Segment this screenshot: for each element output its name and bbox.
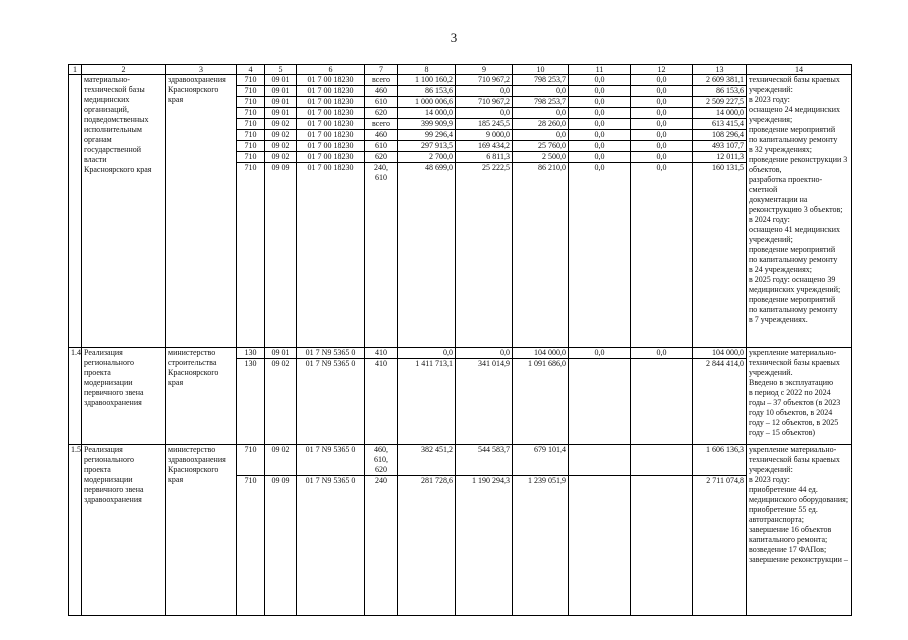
value-cell: 0,0 [456, 348, 513, 359]
value-cell: 382 451,2 [398, 445, 456, 476]
value-cell: 613 415,4 [693, 119, 747, 130]
value-cell: 01 7 N9 5365 0 [297, 445, 365, 476]
value-cell: 09 02 [265, 152, 297, 163]
header-cell: 5 [265, 65, 297, 75]
value-cell: 460 [365, 86, 398, 97]
value-cell [569, 445, 631, 476]
value-cell: 2 844 414,0 [693, 359, 747, 445]
value-cell: 710 [237, 445, 265, 476]
value-cell: 28 260,0 [513, 119, 569, 130]
value-cell: 0,0 [569, 152, 631, 163]
header-cell: 3 [166, 65, 237, 75]
value-cell: 1 100 160,2 [398, 75, 456, 86]
value-cell: 01 7 00 18230 [297, 152, 365, 163]
value-cell: 710 [237, 119, 265, 130]
value-cell: 12 011,3 [693, 152, 747, 163]
value-cell: 0,0 [631, 108, 693, 119]
value-cell: 620 [365, 152, 398, 163]
value-cell: 09 02 [265, 141, 297, 152]
value-cell: 86 153,6 [398, 86, 456, 97]
value-cell: 01 7 00 18230 [297, 119, 365, 130]
value-cell: 25 760,0 [513, 141, 569, 152]
value-cell: 01 7 00 18230 [297, 130, 365, 141]
value-cell: 610 [365, 97, 398, 108]
value-cell: 01 7 00 18230 [297, 97, 365, 108]
value-cell: всего [365, 119, 398, 130]
value-cell: 09 09 [265, 476, 297, 616]
value-cell: 86 210,0 [513, 163, 569, 348]
value-cell: 1 239 051,9 [513, 476, 569, 616]
value-cell: 710 [237, 141, 265, 152]
value-cell: 710 967,2 [456, 97, 513, 108]
ministry-cell: министерство строительства Красноярского края [166, 348, 237, 445]
value-cell: 0,0 [513, 86, 569, 97]
result-description-cell: укрепление материально- технической базы краевых учреждений: в 2023 году: приобретение 44 ед. медицинского оборудования; приобретение 55 ед. автотранспорта; завершение 16 объектов капитального ремонта; возведение 17 ФАПов; завершение реконструкции – [747, 445, 852, 616]
header-cell: 13 [693, 65, 747, 75]
value-cell: 09 02 [265, 445, 297, 476]
result-description-cell: укрепление материально- технической базы краевых учреждений. Введено в эксплуатацию в период с 2022 по 2024 годы – 37 объектов (в 2023 году 10 объектов, в 2024 году – 12 объектов, в 2025 году – 15 объектов) [747, 348, 852, 445]
header-cell: 6 [297, 65, 365, 75]
value-cell: 240, 610 [365, 163, 398, 348]
value-cell: 09 09 [265, 163, 297, 348]
value-cell [631, 445, 693, 476]
value-cell: 297 913,5 [398, 141, 456, 152]
value-cell: 0,0 [569, 108, 631, 119]
value-cell [569, 476, 631, 616]
value-cell: 710 [237, 75, 265, 86]
value-cell: 544 583,7 [456, 445, 513, 476]
value-cell: 240 [365, 476, 398, 616]
table-row [69, 348, 852, 359]
row-number [69, 75, 82, 348]
value-cell: 104 000,0 [513, 348, 569, 359]
value-cell: 0,0 [631, 141, 693, 152]
value-cell: 710 [237, 476, 265, 616]
header-cell: 7 [365, 65, 398, 75]
header-cell: 14 [747, 65, 852, 75]
value-cell: 01 7 00 18230 [297, 75, 365, 86]
value-cell: 169 434,2 [456, 141, 513, 152]
value-cell: 410 [365, 359, 398, 445]
value-cell: 460 [365, 130, 398, 141]
value-cell: 0,0 [513, 108, 569, 119]
value-cell: 0,0 [569, 163, 631, 348]
measure-name-cell: материально- технической базы медицинских организаций, подведомственных исполнительным органам государственной власти Красноярского края [82, 75, 166, 348]
value-cell [631, 476, 693, 616]
value-cell: 9 000,0 [456, 130, 513, 141]
header-cell: 1 [69, 65, 82, 75]
page-number: 3 [450, 30, 458, 45]
value-cell: 710 [237, 97, 265, 108]
value-cell: 2 609 381,1 [693, 75, 747, 86]
value-cell: 0,0 [631, 152, 693, 163]
header-row [69, 65, 852, 75]
value-cell: 399 909,9 [398, 119, 456, 130]
value-cell: 710 967,2 [456, 75, 513, 86]
value-cell: 130 [237, 359, 265, 445]
value-cell: 09 02 [265, 359, 297, 445]
value-cell: 341 014,9 [456, 359, 513, 445]
value-cell: 0,0 [631, 130, 693, 141]
value-cell: 0,0 [456, 86, 513, 97]
value-cell: 01 7 00 18230 [297, 163, 365, 348]
table-row [69, 445, 852, 476]
header-cell: 12 [631, 65, 693, 75]
header-cell: 2 [82, 65, 166, 75]
value-cell: 0,0 [513, 130, 569, 141]
value-cell: 1 411 713,1 [398, 359, 456, 445]
value-cell: 610 [365, 141, 398, 152]
value-cell: 710 [237, 108, 265, 119]
value-cell: 710 [237, 152, 265, 163]
value-cell: 160 131,5 [693, 163, 747, 348]
value-cell: 0,0 [569, 75, 631, 86]
value-cell: 0,0 [569, 86, 631, 97]
table-body [69, 65, 852, 616]
value-cell: 48 699,0 [398, 163, 456, 348]
result-description-cell: технической базы краевых учреждений: в 2023 году: оснащено 24 медицинских учреждения; проведение мероприятий по капитальному ремонту в 32 учреждениях; проведение реконструкции 3 объектов, разработка проектно-сметной документации на реконструкцию 3 объектов; в 2024 году: оснащено 41 медицинских учреждений; проведение мероприятий по капитальному ремонту в 24 учреждениях; в 2025 году: оснащено 39 медицинских учреждений; проведение мероприятий по капитальному ремонту в 7 учреждениях. [747, 75, 852, 348]
value-cell [631, 359, 693, 445]
value-cell: 460, 610, 620 [365, 445, 398, 476]
value-cell: 1 000 006,6 [398, 97, 456, 108]
value-cell: 0,0 [456, 108, 513, 119]
value-cell: 01 7 N9 5365 0 [297, 359, 365, 445]
value-cell: 01 7 00 18230 [297, 108, 365, 119]
value-cell: 0,0 [569, 130, 631, 141]
value-cell: 0,0 [569, 348, 631, 359]
value-cell: 710 [237, 130, 265, 141]
header-cell: 11 [569, 65, 631, 75]
ministry-cell: здравоохранения Красноярского края [166, 75, 237, 348]
value-cell: всего [365, 75, 398, 86]
measure-name-cell: Реализация регионального проекта модернизации первичного звена здравоохранения [82, 445, 166, 616]
value-cell: 01 7 00 18230 [297, 86, 365, 97]
value-cell: 1 606 136,3 [693, 445, 747, 476]
value-cell: 25 222,5 [456, 163, 513, 348]
value-cell [569, 359, 631, 445]
measure-name-cell: Реализация регионального проекта модернизации первичного звена здравоохранения [82, 348, 166, 445]
header-cell: 10 [513, 65, 569, 75]
value-cell: 86 153,6 [693, 86, 747, 97]
value-cell: 410 [365, 348, 398, 359]
value-cell: 0,0 [398, 348, 456, 359]
value-cell: 104 000,0 [693, 348, 747, 359]
value-cell: 493 107,7 [693, 141, 747, 152]
value-cell: 2 509 227,5 [693, 97, 747, 108]
value-cell: 14 000,0 [398, 108, 456, 119]
value-cell: 2 700,0 [398, 152, 456, 163]
value-cell: 09 01 [265, 108, 297, 119]
value-cell: 0,0 [631, 119, 693, 130]
value-cell: 09 01 [265, 97, 297, 108]
value-cell: 09 01 [265, 86, 297, 97]
value-cell: 108 296,4 [693, 130, 747, 141]
value-cell: 2 500,0 [513, 152, 569, 163]
value-cell: 281 728,6 [398, 476, 456, 616]
value-cell: 185 245,5 [456, 119, 513, 130]
value-cell: 130 [237, 348, 265, 359]
value-cell: 09 01 [265, 75, 297, 86]
value-cell: 0,0 [631, 163, 693, 348]
budget-table [68, 64, 852, 616]
value-cell: 798 253,7 [513, 97, 569, 108]
value-cell: 0,0 [631, 97, 693, 108]
value-cell: 01 7 00 18230 [297, 141, 365, 152]
value-cell: 0,0 [631, 86, 693, 97]
value-cell: 99 296,4 [398, 130, 456, 141]
row-number: 1.5 [69, 445, 82, 616]
value-cell: 1 190 294,3 [456, 476, 513, 616]
value-cell: 0,0 [631, 75, 693, 86]
value-cell: 798 253,7 [513, 75, 569, 86]
value-cell: 0,0 [569, 97, 631, 108]
value-cell: 0,0 [569, 141, 631, 152]
value-cell: 620 [365, 108, 398, 119]
table-row [69, 75, 852, 86]
value-cell: 1 091 686,0 [513, 359, 569, 445]
value-cell: 14 000,0 [693, 108, 747, 119]
header-cell: 8 [398, 65, 456, 75]
row-number: 1.4 [69, 348, 82, 445]
value-cell: 09 02 [265, 130, 297, 141]
value-cell: 09 01 [265, 348, 297, 359]
value-cell: 09 02 [265, 119, 297, 130]
value-cell: 01 7 N9 5365 0 [297, 476, 365, 616]
ministry-cell: министерство здравоохранения Красноярского края [166, 445, 237, 616]
value-cell: 679 101,4 [513, 445, 569, 476]
value-cell: 01 7 N9 5365 0 [297, 348, 365, 359]
value-cell: 0,0 [631, 348, 693, 359]
value-cell: 6 811,3 [456, 152, 513, 163]
value-cell: 0,0 [569, 119, 631, 130]
value-cell: 710 [237, 163, 265, 348]
value-cell: 710 [237, 86, 265, 97]
header-cell: 9 [456, 65, 513, 75]
value-cell: 2 711 074,8 [693, 476, 747, 616]
header-cell: 4 [237, 65, 265, 75]
